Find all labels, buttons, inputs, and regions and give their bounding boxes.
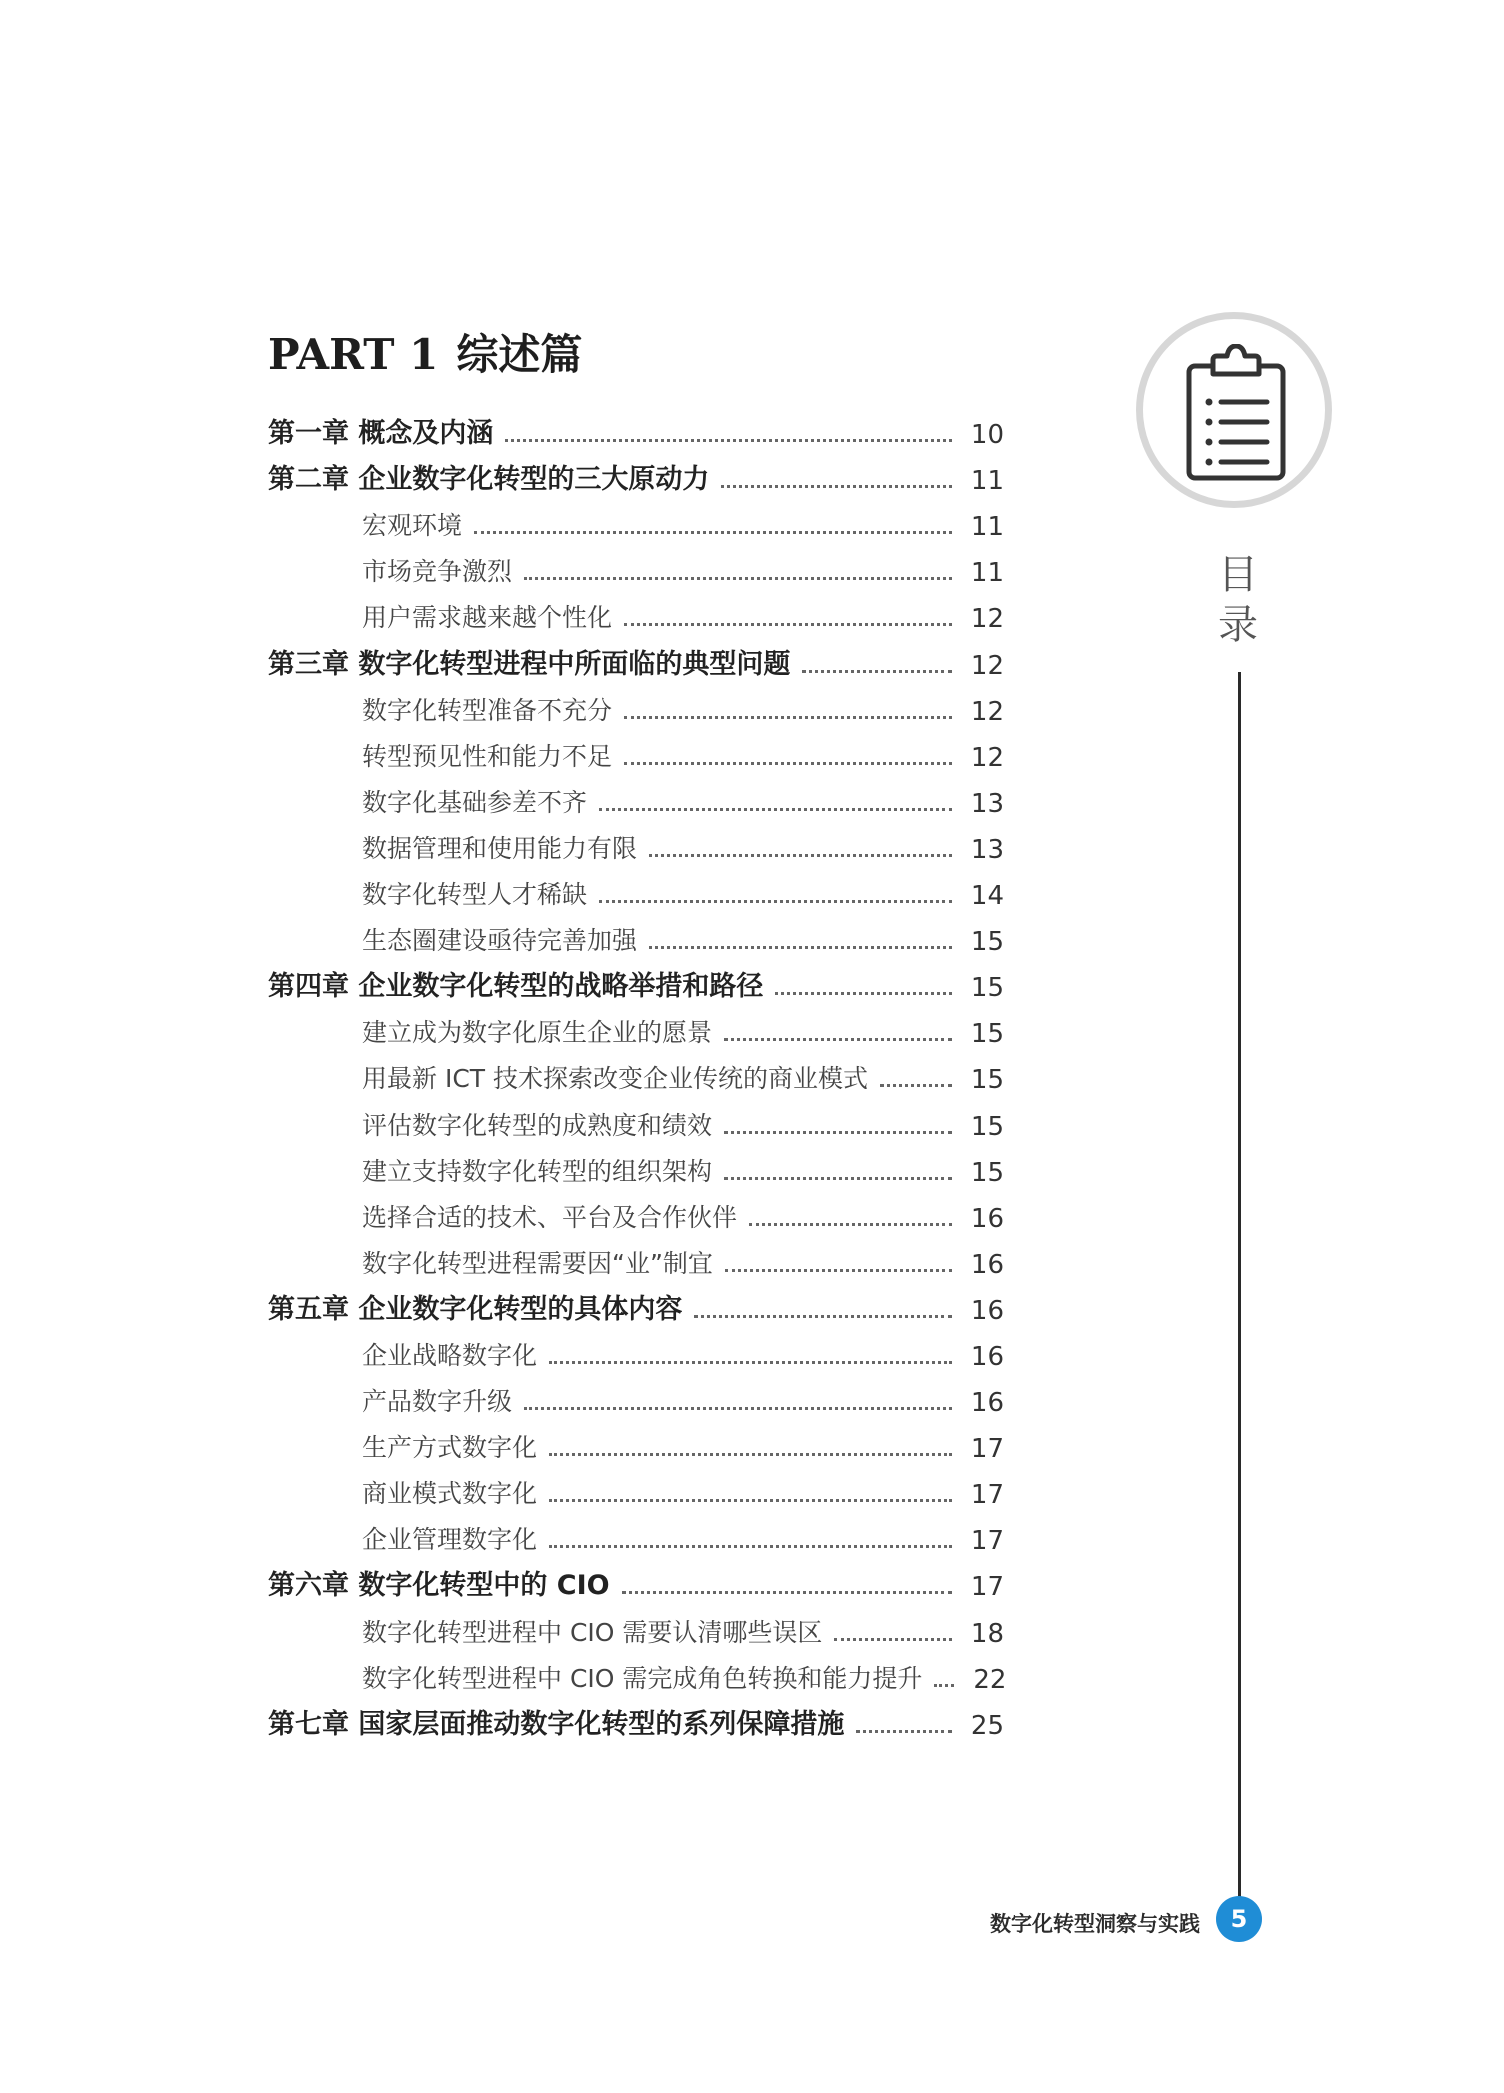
part-name: 综述篇 bbox=[456, 330, 583, 379]
toc-section-entry bbox=[268, 1057, 1004, 1103]
dot-leader bbox=[549, 1361, 952, 1364]
entry-page-number: 15 bbox=[970, 973, 1004, 1004]
toc-section-entry bbox=[268, 873, 1004, 919]
entry-page-number: 15 bbox=[970, 1019, 1004, 1050]
entry-page-number: 17 bbox=[970, 1434, 1004, 1465]
dot-leader bbox=[524, 577, 952, 580]
dot-leader bbox=[724, 1131, 952, 1134]
toc-section-entry bbox=[268, 550, 1004, 596]
page-number-badge: 5 bbox=[1216, 1896, 1262, 1942]
entry-label: 数字化转型进程中 CIO 需完成角色转换和能力提升 bbox=[362, 1663, 923, 1693]
clipboard-list-icon bbox=[1183, 344, 1289, 484]
dot-leader bbox=[624, 762, 952, 765]
entry-label: 用户需求越来越个性化 bbox=[362, 603, 613, 633]
entry-page-number: 13 bbox=[970, 834, 1004, 865]
dot-leader bbox=[505, 439, 952, 442]
dot-leader bbox=[749, 1223, 952, 1226]
entry-page-number: 15 bbox=[970, 1111, 1004, 1142]
toc-section-entry bbox=[268, 596, 1004, 642]
entry-page-number: 12 bbox=[970, 696, 1004, 727]
entry-label: 第四章 企业数字化转型的战略举措和路径 bbox=[268, 971, 764, 1003]
dot-leader bbox=[649, 946, 952, 949]
toc-section-entry bbox=[268, 919, 1004, 965]
toc-section-entry bbox=[268, 827, 1004, 873]
entry-page-number: 11 bbox=[970, 466, 1004, 497]
entry-label: 评估数字化转型的成熟度和绩效 bbox=[362, 1110, 713, 1140]
toc-section-entry bbox=[268, 689, 1004, 735]
toc-section-entry bbox=[268, 1380, 1004, 1426]
entry-page-number: 17 bbox=[970, 1480, 1004, 1511]
toc-chapter-entry bbox=[268, 412, 1004, 458]
dot-leader bbox=[622, 1591, 952, 1594]
entry-label: 生产方式数字化 bbox=[362, 1433, 538, 1463]
entry-label: 市场竞争激烈 bbox=[362, 557, 513, 587]
toc-section-entry bbox=[268, 1011, 1004, 1057]
dot-leader bbox=[802, 670, 952, 673]
toc-chapter-entry bbox=[268, 458, 1004, 504]
toc-section-entry bbox=[268, 1334, 1004, 1380]
entry-page-number: 12 bbox=[970, 604, 1004, 635]
entry-label: 第七章 国家层面推动数字化转型的系列保障措施 bbox=[268, 1708, 845, 1740]
entry-label: 数字化转型进程需要因“业”制宜 bbox=[362, 1248, 713, 1278]
entry-page-number: 11 bbox=[970, 558, 1004, 589]
entry-page-number: 16 bbox=[970, 1388, 1004, 1419]
entry-page-number: 16 bbox=[970, 1295, 1004, 1326]
entry-page-number: 15 bbox=[970, 1065, 1004, 1096]
entry-label: 第五章 企业数字化转型的具体内容 bbox=[268, 1293, 683, 1325]
part-number: PART 1 bbox=[268, 330, 439, 379]
toc-section-entry bbox=[268, 1472, 1004, 1518]
footer-book-title: 数字化转型洞察与实践 bbox=[990, 1912, 1200, 1936]
toc-chapter-entry bbox=[268, 1703, 1004, 1749]
toc-chapter-entry bbox=[268, 965, 1004, 1011]
entry-label: 第六章 数字化转型中的 CIO bbox=[268, 1570, 610, 1602]
toc-section-entry bbox=[268, 1242, 1004, 1288]
entry-label: 转型预见性和能力不足 bbox=[362, 741, 613, 771]
entry-label: 用最新 ICT 技术探索改变企业传统的商业模式 bbox=[362, 1064, 868, 1094]
entry-label: 建立成为数字化原生企业的愿景 bbox=[362, 1018, 713, 1048]
entry-label: 商业模式数字化 bbox=[362, 1479, 538, 1509]
toc-section-entry bbox=[268, 1426, 1004, 1472]
side-label-char: 目 bbox=[1218, 552, 1258, 598]
toc-section-entry bbox=[268, 1610, 1004, 1656]
toc-section-entry bbox=[268, 781, 1004, 827]
entry-page-number: 16 bbox=[970, 1341, 1004, 1372]
entry-label: 企业战略数字化 bbox=[362, 1340, 538, 1370]
dot-leader bbox=[856, 1730, 952, 1733]
vertical-rule bbox=[1238, 672, 1241, 1900]
dot-leader bbox=[524, 1407, 952, 1410]
part-title bbox=[268, 322, 582, 382]
dot-leader bbox=[694, 1315, 952, 1318]
dot-leader bbox=[775, 992, 952, 995]
entry-label: 第三章 数字化转型进程中所面临的典型问题 bbox=[268, 648, 791, 680]
dot-leader bbox=[549, 1453, 952, 1456]
entry-page-number: 15 bbox=[970, 1157, 1004, 1188]
toc-section-entry bbox=[268, 1150, 1004, 1196]
entry-label: 第二章 企业数字化转型的三大原动力 bbox=[268, 464, 710, 496]
entry-page-number: 15 bbox=[970, 927, 1004, 958]
dot-leader bbox=[934, 1684, 954, 1687]
entry-label: 生态圈建设亟待完善加强 bbox=[362, 926, 638, 956]
toc-chapter-entry bbox=[268, 1288, 1004, 1334]
entry-label: 数字化转型人才稀缺 bbox=[362, 880, 588, 910]
toc-section-entry bbox=[268, 504, 1004, 550]
entry-page-number: 17 bbox=[970, 1526, 1004, 1557]
dot-leader bbox=[624, 623, 952, 626]
entry-label: 数字化转型准备不充分 bbox=[362, 695, 613, 725]
entry-page-number: 16 bbox=[970, 1249, 1004, 1280]
entry-label: 第一章 概念及内涵 bbox=[268, 418, 494, 450]
entry-label: 选择合适的技术、平台及合作伙伴 bbox=[362, 1202, 738, 1232]
dot-leader bbox=[549, 1499, 952, 1502]
entry-page-number: 11 bbox=[970, 512, 1004, 543]
side-label-char: 录 bbox=[1218, 602, 1258, 648]
dot-leader bbox=[549, 1545, 952, 1548]
entry-page-number: 12 bbox=[970, 650, 1004, 681]
toc-chapter-entry bbox=[268, 642, 1004, 688]
entry-page-number: 12 bbox=[970, 742, 1004, 773]
entry-page-number: 17 bbox=[970, 1572, 1004, 1603]
toc-chapter-entry bbox=[268, 1564, 1004, 1610]
dot-leader bbox=[599, 808, 952, 811]
toc-section-entry bbox=[268, 735, 1004, 781]
dot-leader bbox=[599, 900, 952, 903]
entry-page-number: 25 bbox=[970, 1710, 1004, 1741]
dot-leader bbox=[624, 716, 952, 719]
entry-page-number: 14 bbox=[970, 881, 1004, 912]
dot-leader bbox=[724, 1038, 952, 1041]
entry-page-number: 13 bbox=[970, 788, 1004, 819]
dot-leader bbox=[649, 854, 952, 857]
entry-page-number: 10 bbox=[970, 420, 1004, 451]
dot-leader bbox=[474, 531, 952, 534]
entry-label: 企业管理数字化 bbox=[362, 1525, 538, 1555]
toc-section-entry bbox=[268, 1103, 1004, 1149]
dot-leader bbox=[834, 1638, 952, 1641]
toc-section-entry bbox=[268, 1657, 1007, 1703]
dot-leader bbox=[725, 1269, 952, 1272]
dot-leader bbox=[721, 485, 952, 488]
entry-label: 数据管理和使用能力有限 bbox=[362, 833, 638, 863]
entry-page-number: 22 bbox=[973, 1664, 1007, 1695]
entry-label: 数字化基础参差不齐 bbox=[362, 787, 588, 817]
entry-label: 数字化转型进程中 CIO 需要认清哪些误区 bbox=[362, 1617, 823, 1647]
toc-section-entry bbox=[268, 1518, 1004, 1564]
entry-label: 宏观环境 bbox=[362, 511, 463, 541]
entry-page-number: 16 bbox=[970, 1203, 1004, 1234]
entry-label: 产品数字升级 bbox=[362, 1387, 513, 1417]
dot-leader bbox=[880, 1084, 952, 1087]
side-label bbox=[1218, 550, 1258, 650]
table-of-contents bbox=[268, 412, 1007, 1749]
entry-label: 建立支持数字化转型的组织架构 bbox=[362, 1156, 713, 1186]
dot-leader bbox=[724, 1177, 952, 1180]
toc-section-entry bbox=[268, 1196, 1004, 1242]
entry-page-number: 18 bbox=[970, 1618, 1004, 1649]
